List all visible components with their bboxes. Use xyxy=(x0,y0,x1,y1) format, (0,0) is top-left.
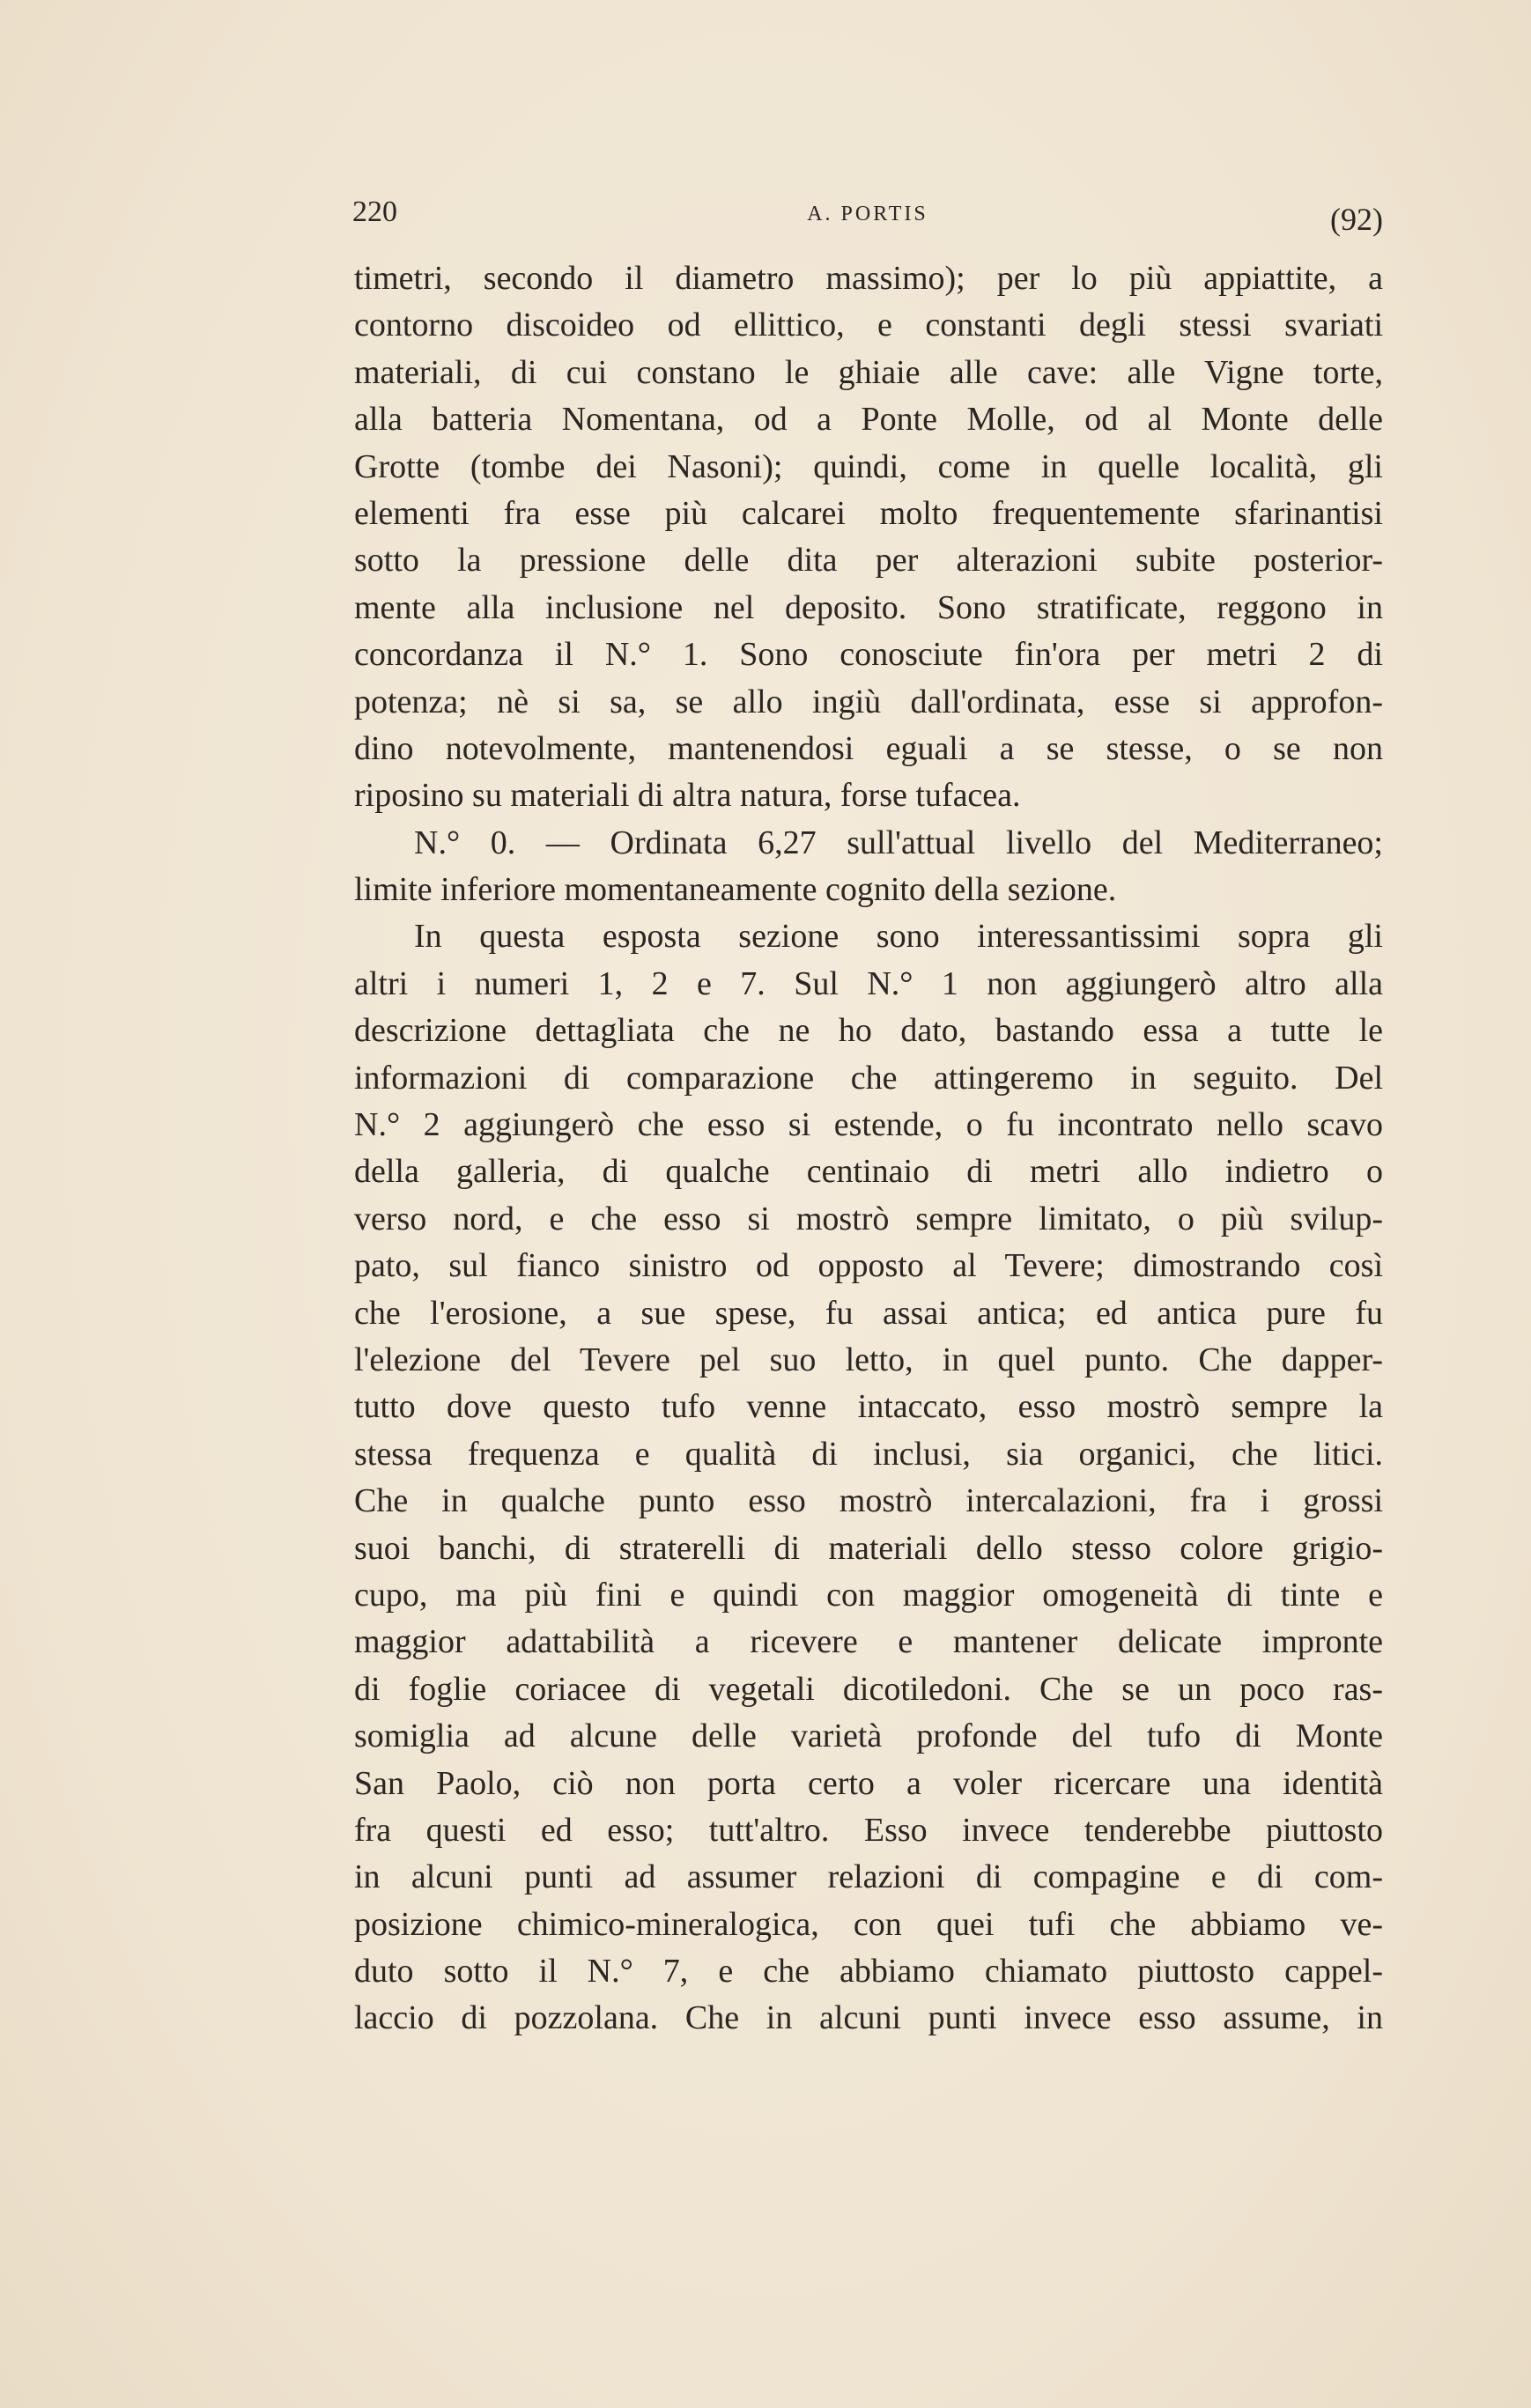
text-line: suoi banchi, di straterelli di materiali dello stesso colore grigio- xyxy=(354,1529,1383,1567)
text-line: contorno discoideo od ellittico, e constanti degli stessi svariati xyxy=(354,307,1383,344)
text-line: timetri, secondo il diametro massimo); per lo più appiattite, a xyxy=(354,260,1383,297)
body-text xyxy=(354,255,1383,2042)
text-line: duto sotto il N.° 7, e che abbiamo chiamato piuttosto cappel- xyxy=(354,1953,1383,1991)
running-head: A. PORTIS xyxy=(807,203,928,225)
text-line: Che in qualche punto esso mostrò intercalazioni, fra i grossi xyxy=(354,1482,1383,1520)
text-line: San Paolo, ciò non porta certo a voler ricercare una identità xyxy=(354,1764,1383,1802)
text-line: l'elezione del Tevere pel suo letto, in quel punto. Che dapper- xyxy=(354,1341,1383,1378)
text-line: cupo, ma più fini e quindi con maggior omogeneità di tinte e xyxy=(354,1576,1383,1614)
text-line: laccio di pozzolana. Che in alcuni punti invece esso assume, in xyxy=(354,1999,1383,2037)
text-line: materiali, di cui constano le ghiaie alle cave: alle Vigne torte, xyxy=(354,353,1383,391)
text-line: tutto dove questo tufo venne intaccato, esso mostrò sempre la xyxy=(354,1388,1383,1426)
text-line: limite inferiore momentaneamente cognito della sezione. xyxy=(354,871,1117,909)
text-line: che l'erosione, a sue spese, fu assai antica; ed antica pure fu xyxy=(354,1294,1383,1332)
text-line: mente alla inclusione nel deposito. Sono stratificate, reggono in xyxy=(354,588,1383,626)
text-line: descrizione dettagliata che ne ho dato, bastando essa a tutte le xyxy=(354,1012,1383,1050)
text-line: potenza; nè si sa, se allo ingiù dall'ordinata, esse si approfon- xyxy=(354,683,1383,720)
text-line: N.° 0. — Ordinata 6,27 sull'attual livello del Mediterraneo; xyxy=(414,824,1383,861)
text-line: Grotte (tombe dei Nasoni); quindi, come in quelle località, gli xyxy=(354,447,1383,485)
text-line: in alcuni punti ad assumer relazioni di compagine e di com- xyxy=(354,1858,1383,1896)
text-line: altri i numeri 1, 2 e 7. Sul N.° 1 non aggiungerò altro alla xyxy=(354,964,1383,1002)
text-line: informazioni di comparazione che attingeremo in seguito. Del xyxy=(354,1059,1383,1097)
page-number: 220 xyxy=(352,196,397,228)
page-header xyxy=(352,196,1383,240)
text-line: N.° 2 aggiungerò che esso si estende, o fu incontrato nello scavo xyxy=(354,1106,1383,1144)
text-line: concordanza il N.° 1. Sono conosciute fin'ora per metri 2 di xyxy=(354,636,1383,674)
text-line: posizione chimico-mineralogica, con quei tufi che abbiamo ve- xyxy=(354,1905,1383,1943)
text-line: fra questi ed esso; tutt'altro. Esso invece tenderebbe piuttosto xyxy=(354,1811,1383,1849)
text-line: elementi fra esse più calcarei molto frequentemente sfarinantisi xyxy=(354,494,1383,532)
text-line: di foglie coriacee di vegetali dicotiledoni. Che se un poco ras- xyxy=(354,1670,1383,1708)
text-line: somiglia ad alcune delle varietà profonde del tufo di Monte xyxy=(354,1717,1383,1755)
text-line: alla batteria Nomentana, od a Ponte Molle, od al Monte delle xyxy=(354,401,1383,439)
text-line: In questa esposta sezione sono interessantissimi sopra gli xyxy=(414,918,1383,956)
text-line: verso nord, e che esso si mostrò sempre limitato, o più svilup- xyxy=(354,1200,1383,1237)
text-line: dino notevolmente, mantenendosi eguali a se stesse, o se non xyxy=(354,729,1383,767)
text-line: stessa frequenza e qualità di inclusi, sia organici, che litici. xyxy=(354,1435,1383,1473)
text-line: sotto la pressione delle dita per alterazioni subite posterior- xyxy=(354,542,1383,580)
article-number: (92) xyxy=(1330,202,1383,237)
text-line: della galleria, di qualche centinaio di metri allo indietro o xyxy=(354,1153,1383,1191)
text-line: riposino su materiali di altra natura, forse tufacea. xyxy=(354,777,1021,815)
text-line: maggior adattabilità a ricevere e mantener delicate impronte xyxy=(354,1623,1383,1661)
text-line: pato, sul fianco sinistro od opposto al Tevere; dimostrando così xyxy=(354,1247,1383,1285)
